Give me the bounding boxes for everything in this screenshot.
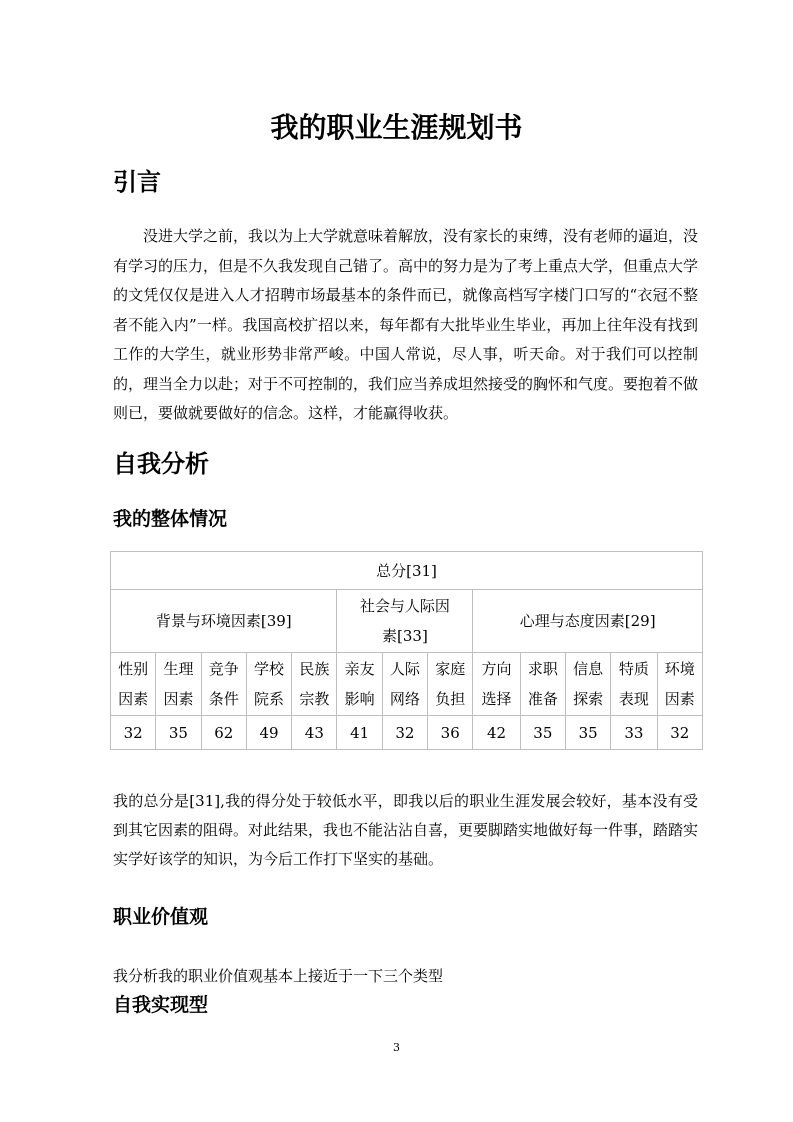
factor-score-cell: 35	[156, 716, 201, 750]
factor-name: 亲友影响	[344, 660, 375, 708]
overall-heading: 我的整体情况	[113, 508, 228, 530]
total-score-cell: 总分[31]	[111, 552, 703, 590]
factor-score-cell: 32	[657, 716, 702, 750]
self-actualization-heading: 自我实现型	[113, 994, 209, 1016]
factor-name: 信息探索	[573, 660, 604, 708]
summary-paragraph: 我的总分是[31],我的得分处于较低水平，即我以后的职业生涯发展会较好，基本没有受到其它因素的阻碍。对此结果，我也不能沾沾自喜，更要脚踏实地做好每一件事，踏踏实实学好该学的知识，为今后工作打下坚实的基础。	[113, 792, 699, 868]
factor-score-cell: 33	[611, 716, 657, 750]
factor-score-cell: 35	[520, 716, 565, 750]
factor-name-cell	[337, 653, 382, 716]
factor-name-cell	[382, 653, 427, 716]
factor-name-cell	[246, 653, 291, 716]
group-cell-background: 背景与环境因素[39]	[111, 590, 337, 653]
factor-score-cell: 43	[292, 716, 337, 750]
factor-score-cell: 41	[337, 716, 382, 750]
factor-name: 人际网络	[389, 660, 420, 708]
factor-name: 特质表现	[618, 660, 649, 708]
factor-score-row	[111, 716, 703, 750]
career-values-heading: 职业价值观	[113, 906, 209, 928]
factor-name: 环境因素	[664, 660, 695, 708]
factor-score-cell: 36	[428, 716, 473, 750]
self-analysis-heading: 自我分析	[113, 450, 209, 478]
factor-name-row	[111, 653, 703, 716]
factor-name-cell	[657, 653, 702, 716]
factor-name-cell	[156, 653, 201, 716]
factor-score-cell: 62	[201, 716, 246, 750]
intro-paragraph: 没进大学之前，我以为上大学就意味着解放，没有家长的束缚，没有老师的逼迫，没有学习的压力，但是不久我发现自己错了。高中的努力是为了考上重点大学，但重点大学的文凭仅仅是进入人才招聘市场最基本的条件而已，就像高档写字楼门口写的“衣冠不整者不能入内”一样。我国高校扩招以来，每年都有大批毕业生毕业，再加上往年没有找到工作的大学生，就业形势非常严峻。中国人常说，尽人事，听天命。对于我们可以控制的，理当全力以赴；对于不可控制的，我们应当养成坦然接受的胸怀和气度。要抱着不做则已，要做就要做好的信念。这样，才能赢得收获。	[113, 227, 699, 422]
factor-name: 家庭负担	[435, 660, 466, 708]
factor-name-cell	[565, 653, 610, 716]
intro-heading: 引言	[113, 168, 161, 196]
page-number: 3	[393, 1041, 400, 1054]
factor-name-cell	[292, 653, 337, 716]
factor-score-cell: 49	[246, 716, 291, 750]
factor-score-cell: 32	[111, 716, 156, 750]
group-cell-psychology: 心理与态度因素[29]	[473, 590, 703, 653]
factor-name-cell	[428, 653, 473, 716]
group-cell-social	[337, 590, 473, 653]
factor-name-cell	[611, 653, 657, 716]
factor-name-cell	[111, 653, 156, 716]
factor-name-cell	[473, 653, 520, 716]
factor-name: 民族宗教	[299, 660, 330, 708]
factor-name-cell	[201, 653, 246, 716]
group-label-social: 社会与人际因素[33]	[359, 597, 450, 645]
career-values-text: 我分析我的职业价值观基本上接近于一下三个类型	[113, 967, 444, 985]
factor-score-cell: 32	[382, 716, 427, 750]
score-table	[110, 551, 703, 750]
factor-name: 生理因素	[163, 660, 194, 708]
factor-name: 方向选择	[481, 660, 512, 708]
document-title: 我的职业生涯规划书	[270, 111, 523, 144]
factor-score-cell: 35	[565, 716, 610, 750]
factor-name: 学校院系	[254, 660, 285, 708]
factor-name: 竞争条件	[208, 660, 239, 708]
factor-name: 求职准备	[527, 660, 558, 708]
factor-name: 性别因素	[118, 660, 149, 708]
factor-score-cell: 42	[473, 716, 520, 750]
factor-name-cell	[520, 653, 565, 716]
